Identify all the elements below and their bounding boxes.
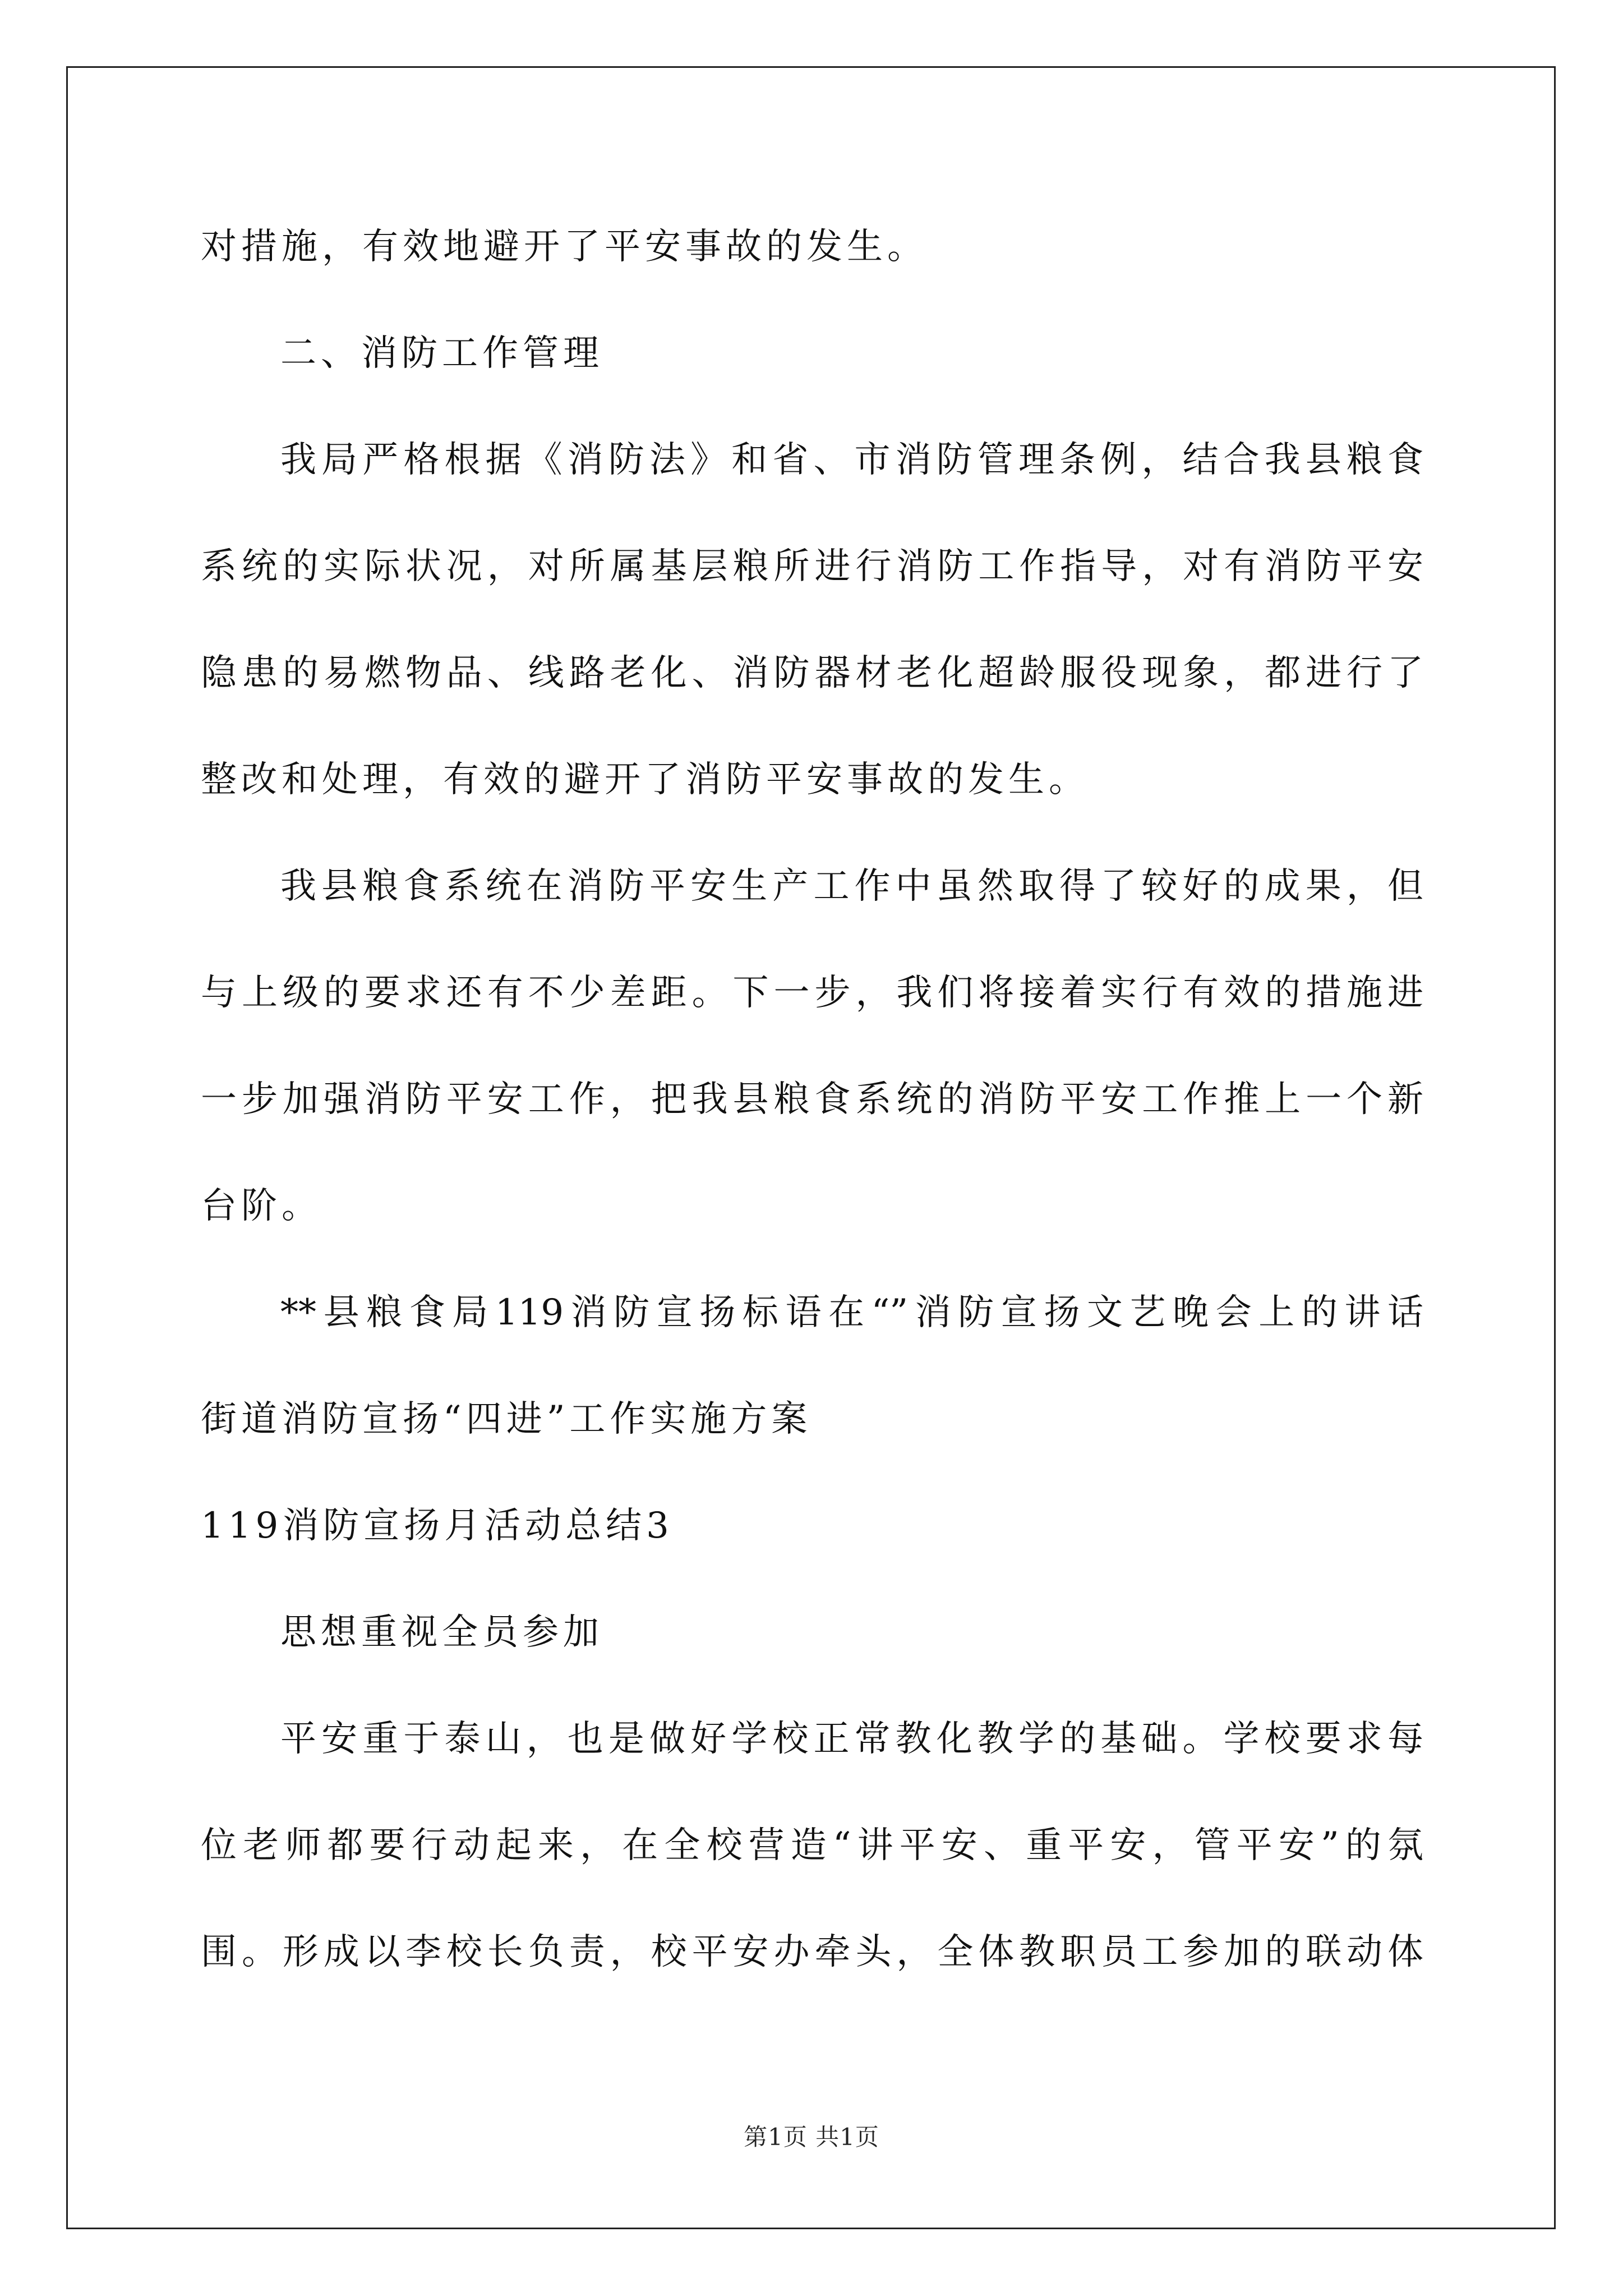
paragraph-line: 隐患的易燃物品、线路老化、消防器材老化超龄服役现象，都进行了 [201, 652, 1423, 694]
related-title-line: **县粮食局119消防宣扬标语在“”消防宣扬文艺晚会上的讲话 [280, 1292, 1423, 1333]
paragraph-line: 我县粮食系统在消防平安生产工作中虽然取得了较好的成果，但 [280, 866, 1423, 907]
section-heading: 思想重视全员参加 [280, 1612, 603, 1653]
paragraph-line: 围。形成以李校长负责，校平安办牵头，全体教职员工参加的联动体 [201, 1931, 1423, 1973]
paragraph-line: 台阶。 [201, 1185, 322, 1227]
related-title-line: 街道消防宣扬“四进”工作实施方案 [201, 1398, 812, 1440]
paragraph-line: 系统的实际状况，对所属基层粮所进行消防工作指导，对有消防平安 [201, 546, 1423, 587]
paragraph-line: 整改和处理，有效的避开了消防平安事故的发生。 [201, 759, 1089, 800]
paragraph-line: 我局严格根据《消防法》和省、市消防管理条例，结合我县粮食 [280, 439, 1423, 481]
paragraph-line: 对措施，有效地避开了平安事故的发生。 [201, 226, 928, 268]
paragraph-line: 位老师都要行动起来，在全校营造“讲平安、重平安，管平安”的氛 [201, 1825, 1423, 1866]
section-title: 119消防宣扬月活动总结3 [201, 1505, 674, 1547]
paragraph-line: 平安重于泰山，也是做好学校正常教化教学的基础。学校要求每 [280, 1718, 1423, 1760]
page-footer: 第1页 共1页 [744, 2123, 879, 2151]
paragraph-line: 与上级的要求还有不少差距。下一步，我们将接着实行有效的措施进 [201, 972, 1423, 1014]
page-border [66, 66, 1556, 2229]
paragraph-line: 一步加强消防平安工作，把我县粮食系统的消防平安工作推上一个新 [201, 1079, 1423, 1120]
section-heading: 二、消防工作管理 [280, 333, 603, 374]
